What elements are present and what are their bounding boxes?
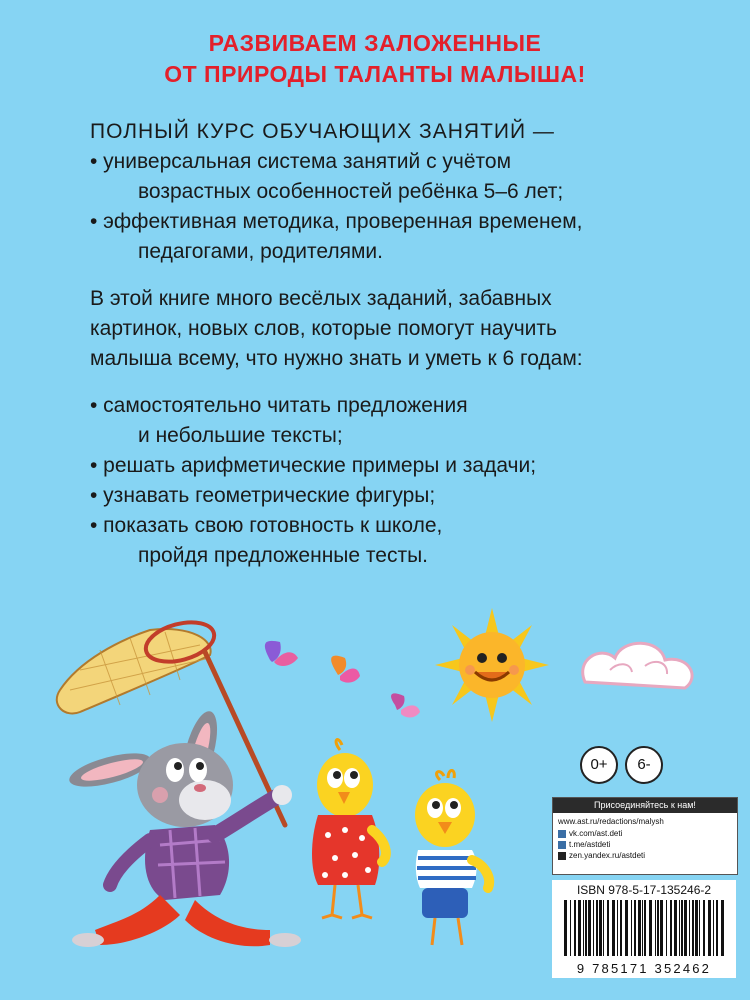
social-link-vk: vk.com/ast.deti (553, 828, 737, 839)
social-link-telegram: t.me/astdeti (553, 839, 737, 850)
skill-item: • узнавать геометрические фигуры; (90, 484, 436, 507)
chick-icon (312, 740, 386, 918)
skill-item: • показать свою готовность к школе, пройдя предложенные тесты. (90, 514, 443, 567)
age-rating-badge: 6- (625, 746, 663, 784)
butterfly-icon (391, 693, 420, 717)
skill-item: • решать арифметические примеры и задачи; (90, 454, 537, 477)
description-text (90, 117, 710, 571)
course-intro: ПОЛНЫЙ КУРС ОБУЧАЮЩИХ ЗАНЯТИЙ — (90, 120, 555, 143)
headline (0, 28, 750, 90)
social-header: Присоединяйтесь к нам! (553, 798, 737, 813)
vk-icon (558, 830, 566, 838)
headline-line-2: ОТ ПРИРОДЫ ТАЛАНТЫ МАЛЫША! (164, 61, 586, 87)
course-point: • эффективная методика, проверенная временем, педагогами, родителями. (90, 210, 583, 263)
telegram-icon (558, 841, 566, 849)
age-rating-badge: 0+ (580, 746, 618, 784)
barcode (552, 898, 736, 960)
zen-icon (558, 852, 566, 860)
social-link-zen: zen.yandex.ru/astdeti (553, 850, 737, 861)
chick-icon (415, 771, 489, 946)
paragraph-line-2: картинок, новых слов, которые помогут научить (90, 317, 557, 340)
social-links-box (552, 797, 738, 875)
barcode-number: 9 785171 352462 (576, 961, 712, 976)
course-point: • универсальная система занятий с учётом возрастных особенностей ребёнка 5–6 лет; (90, 150, 564, 203)
bunny-icon (66, 708, 301, 947)
skill-item: • самостоятельно читать предложения и небольшие тексты; (90, 394, 468, 447)
headline-line-1: РАЗВИВАЕМ ЗАЛОЖЕННЫЕ (208, 30, 542, 56)
isbn-text: ISBN 978-5-17-135246-2 (576, 883, 712, 897)
paragraph-line-3: малыша всему, что нужно знать и уметь к 6 годам: (90, 347, 583, 370)
publisher-url: www.ast.ru/redactions/malysh (558, 817, 664, 826)
paragraph-line-1: В этой книге много весёлых заданий, забавных (90, 287, 552, 310)
butterfly-icon (265, 641, 298, 666)
sun-icon (435, 608, 549, 722)
cloud-icon (583, 643, 692, 688)
isbn-barcode-box (552, 880, 736, 978)
butterfly-icon (331, 656, 360, 683)
